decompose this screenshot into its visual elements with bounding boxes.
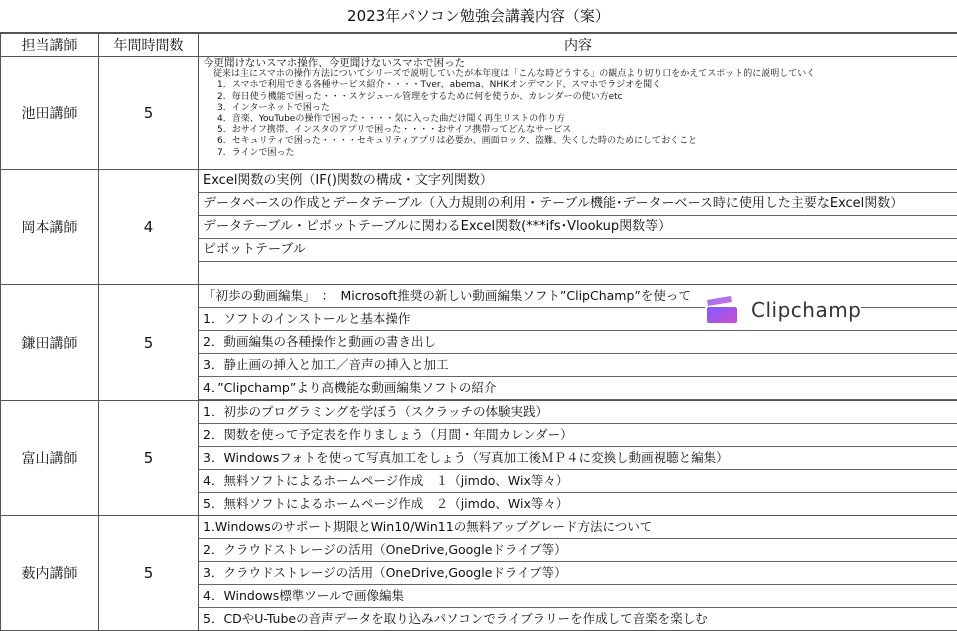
table-row	[1, 285, 957, 401]
content-cell	[199, 285, 957, 401]
list-item: 4．無料ソフトによるホームページ作成 １（jimdo、Wix等々）	[199, 470, 957, 493]
table-row	[1, 57, 957, 170]
table-row	[1, 170, 957, 285]
list-item: 3．クラウドストレージの活用（OneDrive,Googleドライブ等）	[199, 562, 957, 585]
header-content: 内容	[199, 34, 957, 57]
teacher-cell: 鎌田講師	[1, 285, 99, 401]
teacher-cell: 薮内講師	[1, 516, 99, 631]
content-heading: 今更聞けないスマホ操作、今更聞けないスマホで困った	[203, 58, 953, 69]
table-row	[1, 516, 957, 631]
curriculum-table	[0, 33, 957, 631]
list-item: 4．Windows標準ツールで画像編集	[199, 585, 957, 608]
list-item: 1．初歩のプログラミングを学ぼう（スクラッチの体験実践）	[199, 401, 957, 424]
content-description: 従来は主にスマホの操作方法についてシリーズで説明していたが本年度は「こんな時どうする」の観点より切り口をかえてスポット的に説明していく	[203, 69, 953, 80]
teacher-cell: 富山講師	[1, 401, 99, 516]
content-cell	[199, 170, 957, 285]
content-cell	[199, 57, 957, 170]
list-item: 5．おサイフ携帯、インスタのアプリで困った・・・・おサイフ携帯ってどんなサービス	[203, 125, 953, 136]
list-item: 2．動画編集の各種操作と動画の書き出し	[199, 331, 957, 354]
hours-cell: 5	[99, 516, 199, 631]
hours-cell: 4	[99, 170, 199, 285]
list-item: 1．ソフトのインストールと基本操作	[199, 308, 957, 331]
hours-cell: 5	[99, 285, 199, 401]
hours-cell: 5	[99, 401, 199, 516]
list-item: 5．無料ソフトによるホームページ作成 ２（jimdo、Wix等々）	[199, 493, 957, 515]
content-cell	[199, 401, 957, 516]
list-item: 5．CDやU-Tubeの音声データを取り込みパソコンでライブラリーを作成して音楽を楽しむ	[199, 608, 957, 630]
page-title: 2023年パソコン勉強会講義内容（案）	[0, 0, 957, 33]
list-item: 3．静止画の挿入と加工／音声の挿入と加工	[199, 354, 957, 377]
header-hours: 年間時間数	[99, 34, 199, 57]
list-item: 2．クラウドストレージの活用（OneDrive,Googleドライブ等）	[199, 539, 957, 562]
list-item: 1.Windowsのサポート期限とWin10/Win11の無料アップグレード方法について	[199, 516, 957, 539]
list-item: 「初歩の動画編集」 ： Microsoft推奨の新しい動画編集ソフト”ClipChamp”を使って	[199, 285, 957, 308]
teacher-cell: 池田講師	[1, 57, 99, 170]
list-item: 3．Windowsフォトを使って写真加工をしょう（写真加工後ＭＰ４に変換し動画視聴と編集）	[199, 447, 957, 470]
table-row	[1, 401, 957, 516]
clipchamp-logo	[705, 292, 861, 328]
hours-cell: 5	[99, 57, 199, 170]
header-teacher: 担当講師	[1, 34, 99, 57]
list-item: 2．毎日使う機能で困った・・・スケジュール管理をするために何を使うか、カレンダーの使い方etc	[203, 92, 953, 103]
list-item: データベースの作成とデータテーブル（入力規則の利用・テーブル機能･データーベース時に使用した主要なExcel関数）	[199, 193, 957, 216]
list-item: 4．”Clipchamp”より高機能な動画編集ソフトの紹介	[199, 377, 957, 400]
list-item: Excel関数の実例（IF()関数の構成・文字列関数）	[199, 170, 957, 193]
list-item: ピボットテーブル	[199, 239, 957, 262]
teacher-cell: 岡本講師	[1, 170, 99, 285]
list-item: データテーブル・ピボットテーブルに関わるExcel関数(***ifs･Vlookup関数等）	[199, 216, 957, 239]
list-item: 1．スマホで利用できる各種サービス紹介・・・・Tver、abema、NHKオンデマンド、スマホでラジオを聞く	[203, 80, 953, 91]
list-item: 4．音楽、YouTubeの操作で困った・・・・気に入った曲だけ聞く再生リストの作り方	[203, 114, 953, 125]
header-row	[1, 34, 957, 57]
list-item: 6．セキュリティで困った・・・・セキュリティアプリは必要か、画面ロック、盗難、失くした時のためにしておくこと	[203, 136, 953, 147]
content-cell	[199, 516, 957, 631]
list-item: 2．関数を使って予定表を作りましょう（月間・年間カレンダー）	[199, 424, 957, 447]
clipchamp-logo-icon	[705, 296, 739, 324]
list-item: 7．ラインで困った	[203, 148, 953, 159]
logo-text: Clipchamp	[751, 298, 861, 322]
list-item	[199, 262, 957, 284]
list-item: 3．インターネットで困った	[203, 103, 953, 114]
